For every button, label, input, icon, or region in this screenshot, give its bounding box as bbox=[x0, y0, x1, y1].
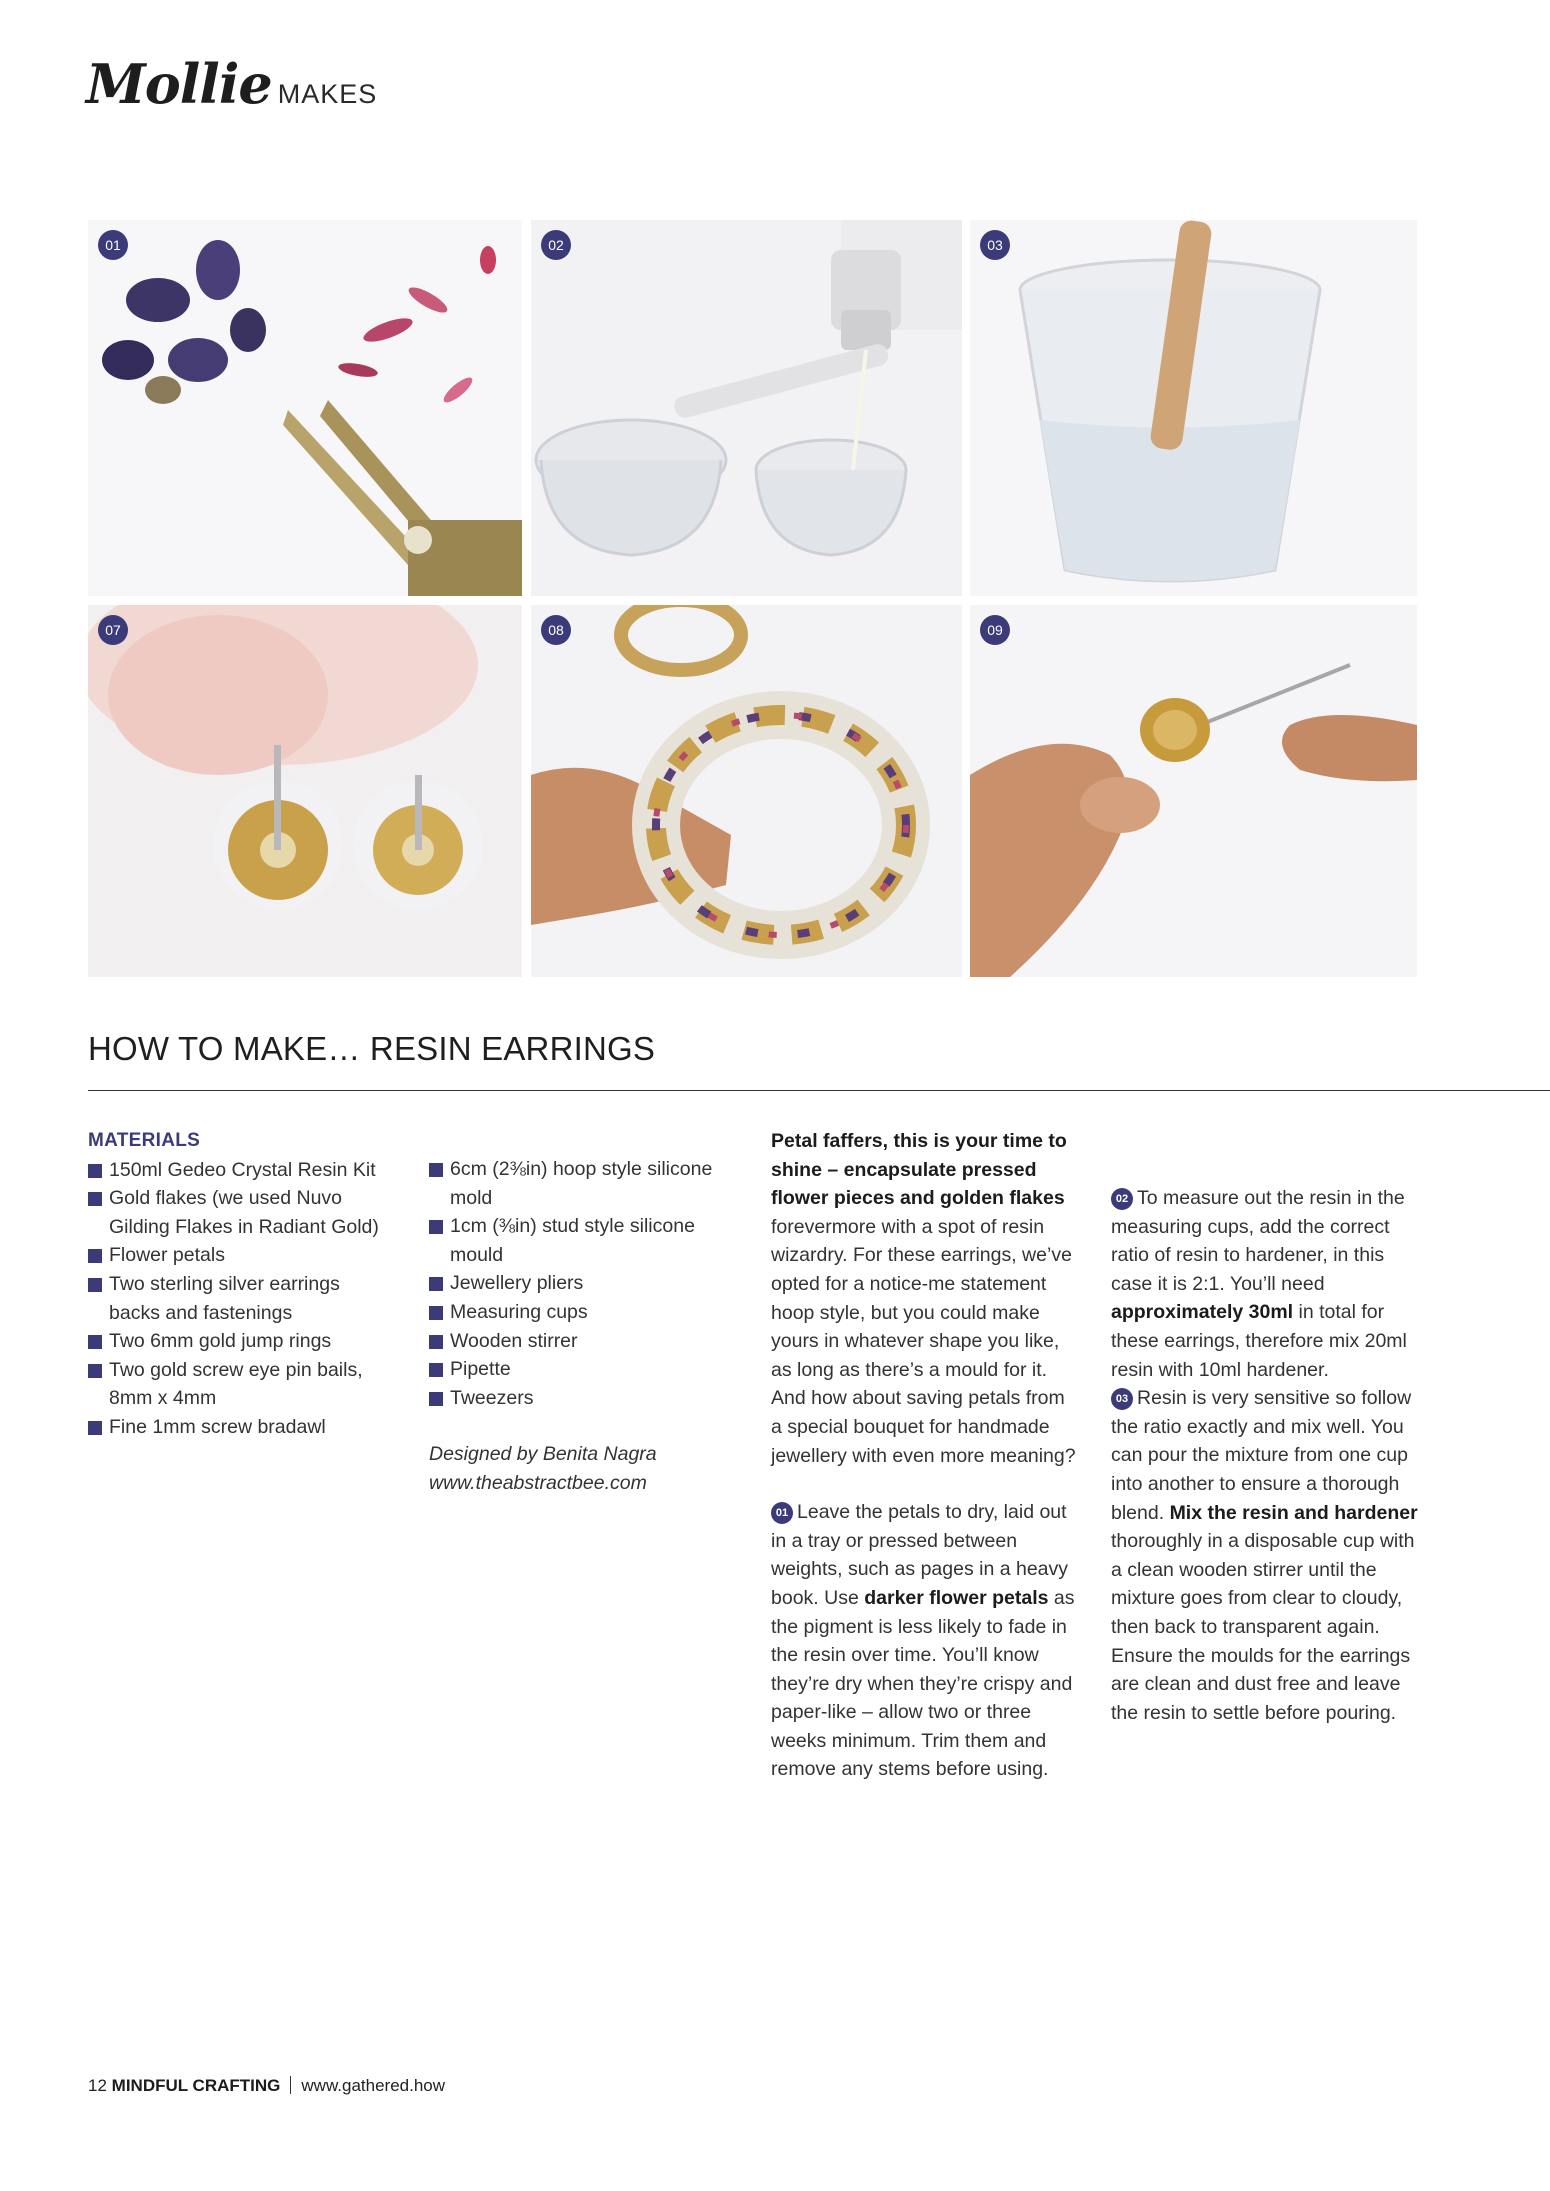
footer-url[interactable]: www.gathered.how bbox=[301, 2076, 446, 2095]
photo-step-01 bbox=[88, 220, 522, 596]
step-number-badge: 01 bbox=[771, 1502, 793, 1524]
footer-separator bbox=[290, 2076, 291, 2094]
brand-makes: MAKES bbox=[277, 79, 378, 109]
photo-02-illustration bbox=[531, 220, 962, 596]
step-1-text-c: as the pigment is less likely to fade in the resin over time. You’ll know they’re dry when they’re crispy and paper-like – allow two or three weeks minimum. Trim them and remove any stems before using. bbox=[771, 1586, 1075, 1781]
step-badge: 08 bbox=[541, 615, 571, 645]
list-item: Gold flakes (we used Nuvo Gilding Flakes in Radiant Gold) bbox=[88, 1184, 388, 1241]
designer-credit bbox=[429, 1440, 729, 1497]
step-3-text-a: Resin is very sensitive so follow the ratio exactly and mix well. You can pour the mixture from one cup into another to ensure a thorough blend. bbox=[1111, 1387, 1412, 1524]
photo-step-09 bbox=[970, 605, 1417, 977]
step-2-paragraph bbox=[1111, 1184, 1421, 1384]
step-1-paragraph bbox=[771, 1498, 1081, 1784]
page-title: HOW TO MAKE… RESIN EARRINGS bbox=[88, 1030, 656, 1067]
body-column-1 bbox=[771, 1127, 1081, 1784]
step-badge: 07 bbox=[98, 615, 128, 645]
section-name: MINDFUL CRAFTING bbox=[111, 2076, 281, 2095]
photo-step-02 bbox=[531, 220, 962, 596]
list-item: 150ml Gedeo Crystal Resin Kit bbox=[88, 1156, 388, 1185]
list-item: Tweezers bbox=[429, 1384, 729, 1413]
step-3-text-c: thoroughly in a disposable cup with a clean wooden stirrer until the mixture goes from clear to cloudy, then back to transparent again. Ensure the moulds for the earrings are clean and dust free and leave the resin to settle before pouring. bbox=[1111, 1530, 1415, 1724]
step-badge: 01 bbox=[98, 230, 128, 260]
photo-step-03 bbox=[970, 220, 1417, 596]
designer-website: www.theabstractbee.com bbox=[429, 1471, 647, 1494]
step-2-text-c: in total for these earrings, therefore mix 20ml resin with 10ml hardener. bbox=[1111, 1301, 1407, 1381]
intro-paragraph bbox=[771, 1127, 1081, 1470]
step-3-highlight: Mix the resin and hardener bbox=[1169, 1501, 1418, 1524]
step-number-badge: 02 bbox=[1111, 1188, 1133, 1210]
materials-column-1 bbox=[88, 1127, 388, 1442]
intro-lead: Petal faffers, this is your time to shine – encapsulate pressed flower pieces and golden flakes bbox=[771, 1130, 1067, 1210]
list-item: Fine 1mm screw bradawl bbox=[88, 1413, 388, 1442]
step-number-badge: 03 bbox=[1111, 1388, 1133, 1410]
list-item: Two sterling silver earrings backs and fastenings bbox=[88, 1270, 388, 1327]
divider bbox=[88, 1090, 1550, 1091]
materials-title: MATERIALS bbox=[88, 1130, 201, 1151]
materials-list-1 bbox=[88, 1156, 388, 1442]
photo-09-illustration bbox=[970, 605, 1417, 977]
body-column-2-steps bbox=[1111, 1184, 1421, 1727]
list-item: Jewellery pliers bbox=[429, 1269, 729, 1298]
list-item: Pipette bbox=[429, 1355, 729, 1384]
step-1-highlight: darker flower petals bbox=[864, 1586, 1049, 1609]
materials-column-2 bbox=[429, 1155, 729, 1498]
page-number: 12 bbox=[88, 2076, 107, 2095]
intro-text: forevermore with a spot of resin wizardry. For these earrings, we’ve opted for a notice-me statement hoop style, but you could make yours in whatever shape you like, as long as there’s a mould for it. And how about saving petals from a special bouquet for handmade jewellery with even more meaning? bbox=[771, 1215, 1076, 1467]
list-item: Flower petals bbox=[88, 1241, 388, 1270]
step-2-text-a: To measure out the resin in the measuring cups, add the correct ratio of resin to hardener, in this case it is 2:1. You’ll need bbox=[1111, 1187, 1405, 1295]
step-3-paragraph bbox=[1111, 1384, 1421, 1727]
designer-name: Designed by Benita Nagra bbox=[429, 1443, 657, 1466]
list-item: 6cm (2⅜in) hoop style silicone mold bbox=[429, 1155, 729, 1212]
photo-01-illustration bbox=[88, 220, 522, 596]
list-item: Measuring cups bbox=[429, 1298, 729, 1327]
step-badge: 02 bbox=[541, 230, 571, 260]
step-2-highlight: approximately 30ml bbox=[1111, 1301, 1294, 1324]
brand-script: Mollie bbox=[86, 52, 272, 116]
list-item: Wooden stirrer bbox=[429, 1327, 729, 1356]
list-item: Two 6mm gold jump rings bbox=[88, 1327, 388, 1356]
brand-logo bbox=[86, 52, 377, 116]
photo-03-illustration bbox=[970, 220, 1417, 596]
step-badge: 03 bbox=[980, 230, 1010, 260]
list-item: Two gold screw eye pin bails, 8mm x 4mm bbox=[88, 1356, 388, 1413]
photo-step-08 bbox=[531, 605, 962, 977]
step-1-text-a: Leave the petals to dry, laid out in a tray or pressed between weights, such as pages in a heavy book. Use bbox=[771, 1501, 1069, 1609]
materials-list-2 bbox=[429, 1155, 729, 1412]
photo-08-illustration bbox=[531, 605, 962, 977]
photo-step-07 bbox=[88, 605, 522, 977]
photo-07-illustration bbox=[88, 605, 522, 977]
list-item: 1cm (⅜in) stud style silicone mould bbox=[429, 1212, 729, 1269]
step-badge: 09 bbox=[980, 615, 1010, 645]
page-footer bbox=[88, 2076, 445, 2096]
